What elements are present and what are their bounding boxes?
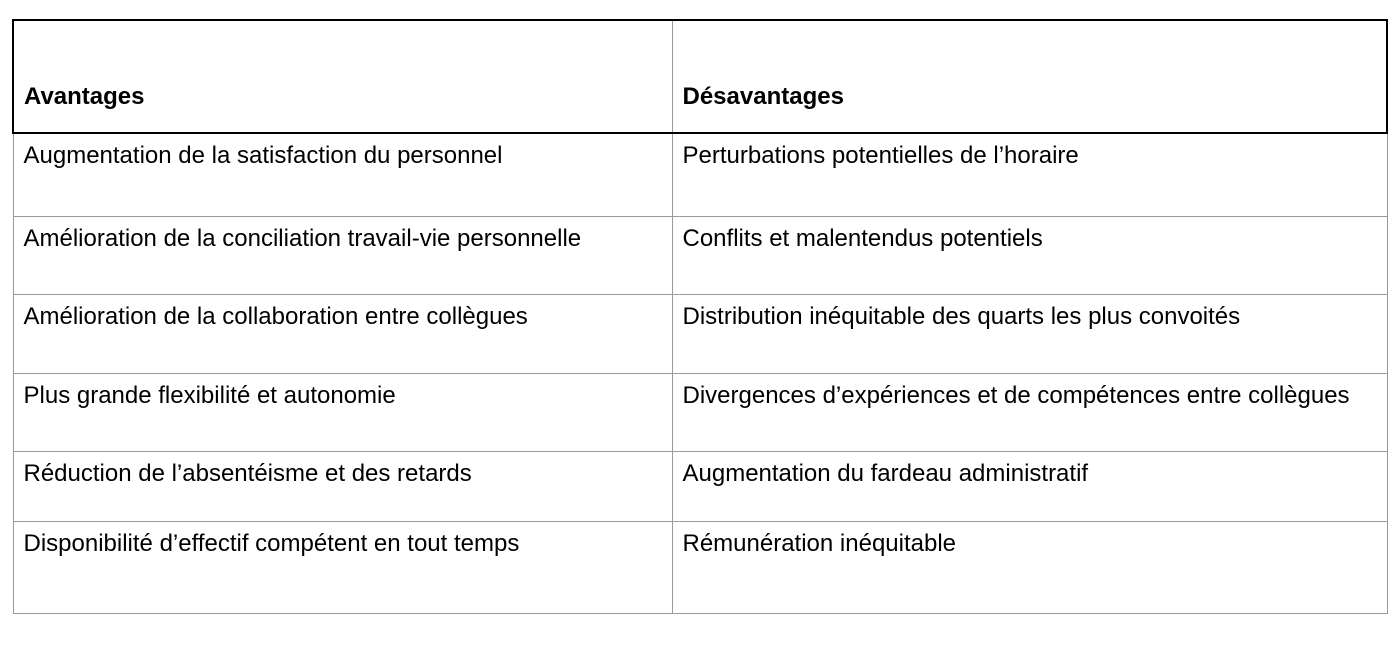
advantage-cell: Amélioration de la collaboration entre collègues bbox=[13, 294, 672, 373]
advantage-cell: Amélioration de la conciliation travail-vie personnelle bbox=[13, 216, 672, 294]
advantage-cell: Augmentation de la satisfaction du personnel bbox=[13, 133, 672, 216]
table-row bbox=[13, 451, 1387, 521]
table-header-row bbox=[13, 20, 1387, 133]
header-advantages: Avantages bbox=[13, 20, 672, 133]
disadvantage-cell: Conflits et malentendus potentiels bbox=[672, 216, 1387, 294]
disadvantage-cell: Distribution inéquitable des quarts les plus convoités bbox=[672, 294, 1387, 373]
disadvantage-cell: Augmentation du fardeau administratif bbox=[672, 451, 1387, 521]
disadvantage-cell: Rémunération inéquitable bbox=[672, 521, 1387, 613]
table-row bbox=[13, 133, 1387, 216]
advantage-cell: Réduction de l’absentéisme et des retards bbox=[13, 451, 672, 521]
advantage-cell: Disponibilité d’effectif compétent en tout temps bbox=[13, 521, 672, 613]
advantage-cell: Plus grande flexibilité et autonomie bbox=[13, 373, 672, 451]
pros-cons-table bbox=[12, 19, 1388, 614]
header-disadvantages: Désavantages bbox=[672, 20, 1387, 133]
table-row bbox=[13, 521, 1387, 613]
disadvantage-cell: Divergences d’expériences et de compétences entre collègues bbox=[672, 373, 1387, 451]
table-row bbox=[13, 216, 1387, 294]
table-row bbox=[13, 373, 1387, 451]
disadvantage-cell: Perturbations potentielles de l’horaire bbox=[672, 133, 1387, 216]
table-row bbox=[13, 294, 1387, 373]
